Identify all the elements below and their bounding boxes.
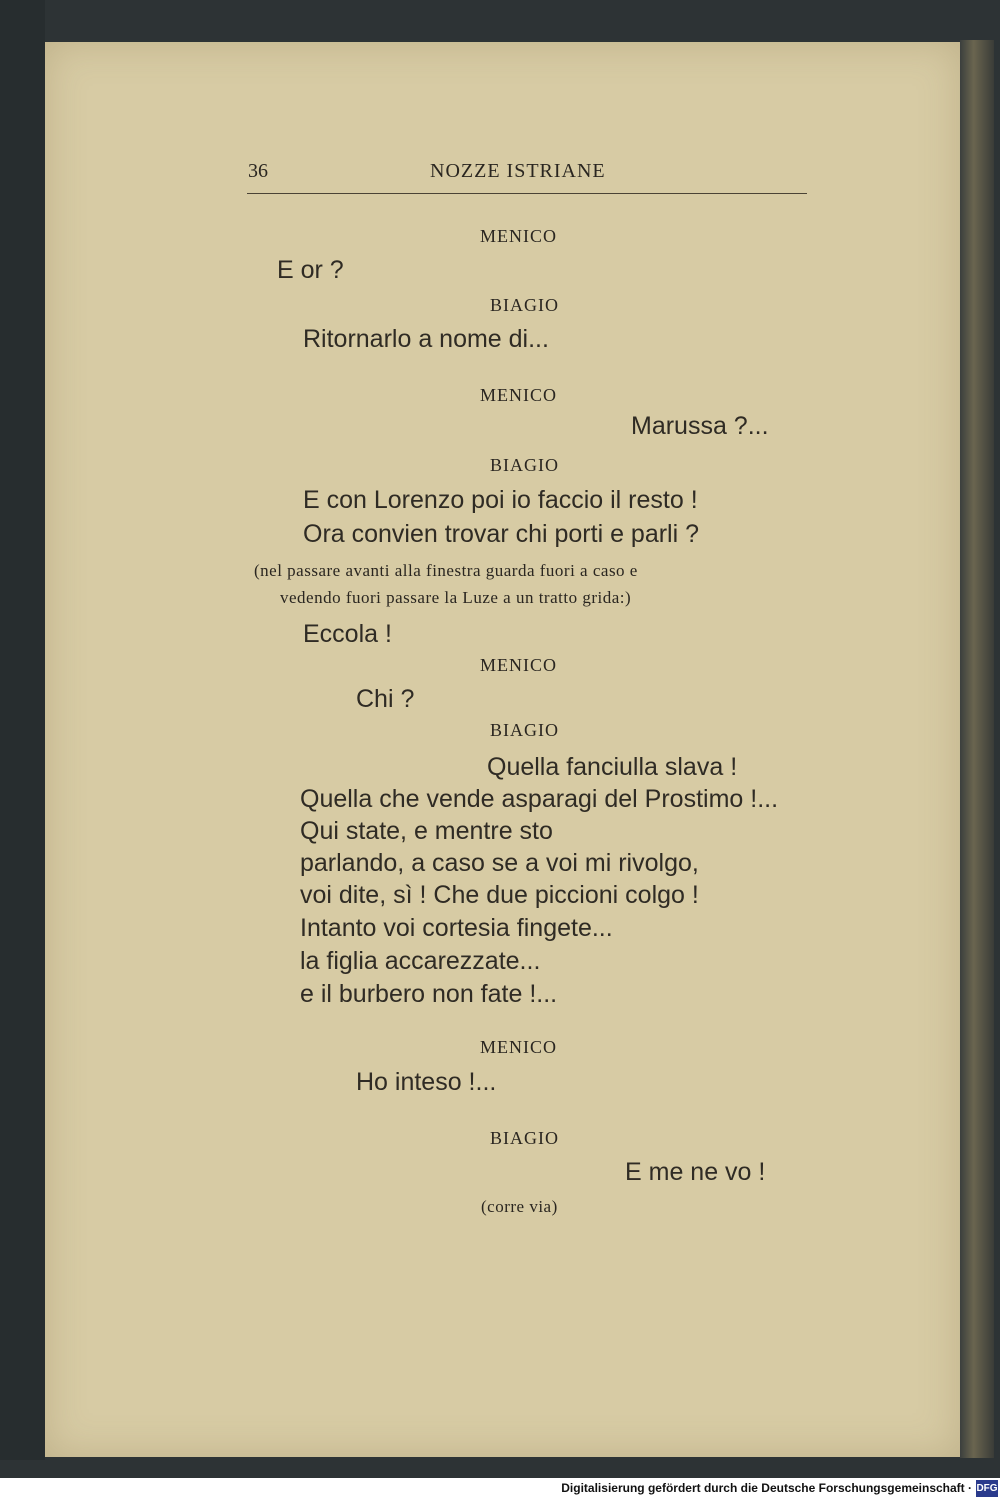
- speaker-label: BIAGIO: [490, 455, 559, 475]
- dialogue-line: Quella che vende asparagi del Prostimo !...: [300, 785, 779, 813]
- dialogue-line: Marussa ?...: [631, 412, 769, 440]
- next-page-edge: [960, 40, 994, 1458]
- book-cover-edge: [0, 0, 45, 1460]
- dialogue-line: Quella fanciulla slava !: [487, 753, 738, 781]
- stage-direction: (corre via): [481, 1197, 558, 1216]
- stage-direction: vedendo fuori passare la Luze a un tratto grida:): [280, 588, 632, 607]
- dialogue-line: Ho inteso !...: [356, 1068, 497, 1096]
- header-rule: [247, 193, 807, 194]
- dialogue-line: E con Lorenzo poi io faccio il resto !: [303, 486, 698, 514]
- digitization-credit: Digitalisierung gefördert durch die Deutsche Forschungsgemeinschaft ·: [561, 1481, 972, 1495]
- running-title: NOZZE ISTRIANE: [430, 160, 606, 182]
- dialogue-line: Intanto voi cortesia fingete...: [300, 914, 613, 942]
- speaker-label: MENICO: [480, 1037, 557, 1057]
- dialogue-line: Eccola !: [303, 620, 392, 648]
- page-number: 36: [248, 160, 268, 182]
- dialogue-line: E me ne vo !: [625, 1158, 766, 1186]
- speaker-label: MENICO: [480, 226, 557, 246]
- dialogue-line: Chi ?: [356, 685, 415, 713]
- speaker-label: MENICO: [480, 385, 557, 405]
- stage-direction: (nel passare avanti alla finestra guarda fuori a caso e: [254, 561, 638, 580]
- dialogue-line: voi dite, sì ! Che due piccioni colgo !: [300, 881, 699, 909]
- dialogue-line: Ora convien trovar chi porti e parli ?: [303, 520, 700, 548]
- speaker-label: BIAGIO: [490, 295, 559, 315]
- speaker-label: BIAGIO: [490, 720, 559, 740]
- dialogue-line: e il burbero non fate !...: [300, 980, 558, 1008]
- dfg-logo: DFG: [976, 1480, 998, 1497]
- dialogue-line: Ritornarlo a nome di...: [303, 325, 549, 353]
- book-page: [45, 42, 960, 1457]
- speaker-label: MENICO: [480, 655, 557, 675]
- dialogue-line: E or ?: [277, 256, 344, 284]
- dialogue-line: Qui state, e mentre sto: [300, 817, 553, 845]
- speaker-label: BIAGIO: [490, 1128, 559, 1148]
- footer-bar: [0, 1478, 1000, 1501]
- dialogue-line: parlando, a caso se a voi mi rivolgo,: [300, 849, 699, 877]
- dialogue-line: la figlia accarezzate...: [300, 947, 541, 975]
